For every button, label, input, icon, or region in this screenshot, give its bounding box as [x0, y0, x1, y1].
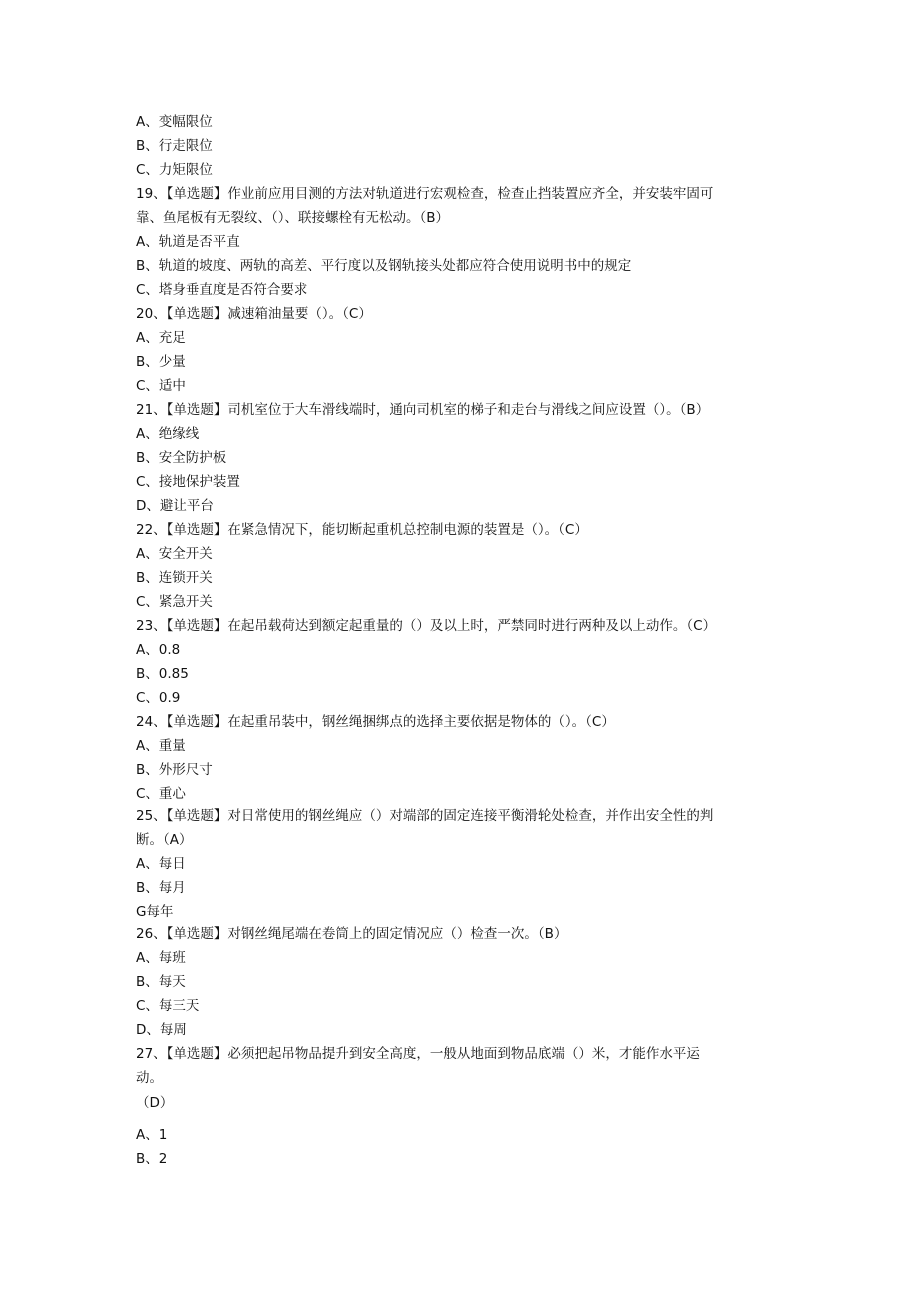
text-line: 靠、鱼尾板有无裂纹、（）、联接螺栓有无松动。（B） — [136, 210, 450, 226]
text-line: B、0.85 — [136, 666, 189, 682]
text-line: C、重心 — [136, 786, 186, 802]
text-line: A、每日 — [136, 856, 186, 872]
text-line: C、0.9 — [136, 690, 181, 706]
text-line: B、连锁开关 — [136, 570, 213, 586]
text-line: A、安全开关 — [136, 546, 213, 562]
text-line: 22、【单选题】在紧急情况下，能切断起重机总控制电源的装置是（）。（C） — [136, 522, 588, 538]
text-line: A、变幅限位 — [136, 114, 213, 130]
text-line: 25、【单选题】对日常使用的钢丝绳应（）对端部的固定连接平衡滑轮处检查，并作出安全性的判 — [136, 808, 714, 824]
text-line: A、0.8 — [136, 642, 181, 658]
text-line: 动。 — [136, 1070, 163, 1086]
text-line: 26、【单选题】对钢丝绳尾端在卷筒上的固定情况应（）检查一次。（B） — [136, 926, 568, 942]
text-line: B、行走限位 — [136, 138, 213, 154]
text-line: 20、【单选题】减速箱油量要（）。（C） — [136, 306, 372, 322]
text-line: D、每周 — [136, 1022, 187, 1038]
text-line: 24、【单选题】在起重吊装中，钢丝绳捆绑点的选择主要依据是物体的（）。（C） — [136, 714, 615, 730]
text-line: A、每班 — [136, 950, 186, 966]
text-line: 断。（A） — [136, 832, 193, 848]
text-line: 21、【单选题】司机室位于大车滑线端时，通向司机室的梯子和走台与滑线之间应设置（）。（B） — [136, 402, 710, 418]
text-line: C、每三天 — [136, 998, 200, 1014]
text-line: A、充足 — [136, 330, 186, 346]
text-line: A、重量 — [136, 738, 186, 754]
text-line: C、紧急开关 — [136, 594, 213, 610]
text-line: B、外形尺寸 — [136, 762, 213, 778]
text-line: B、轨道的坡度、两轨的高差、平行度以及钢轨接头处都应符合使用说明书中的规定 — [136, 258, 632, 274]
text-line: 23、【单选题】在起吊载荷达到额定起重量的（）及以上时，严禁同时进行两种及以上动作。（C） — [136, 618, 717, 634]
text-line: B、2 — [136, 1151, 168, 1167]
text-line: G每年 — [136, 904, 174, 920]
text-line: B、少量 — [136, 354, 186, 370]
text-line: B、每月 — [136, 880, 186, 896]
text-line: D、避让平台 — [136, 498, 214, 514]
text-line: B、每天 — [136, 974, 186, 990]
text-line: （D） — [136, 1095, 174, 1111]
text-line: 27、【单选题】必须把起吊物品提升到安全高度，一般从地面到物品底端（）米，才能作水平运 — [136, 1046, 700, 1062]
text-line: B、安全防护板 — [136, 450, 227, 466]
text-line: A、轨道是否平直 — [136, 234, 240, 250]
text-line: C、接地保护装置 — [136, 474, 240, 490]
text-line: C、适中 — [136, 378, 186, 394]
text-line: 19、【单选题】作业前应用目测的方法对轨道进行宏观检查，检查止挡装置应齐全，并安装牢固可 — [136, 186, 714, 202]
text-line: C、力矩限位 — [136, 162, 213, 178]
text-line: A、1 — [136, 1127, 168, 1143]
text-line: A、绝缘线 — [136, 426, 200, 442]
text-line: C、塔身垂直度是否符合要求 — [136, 282, 308, 298]
